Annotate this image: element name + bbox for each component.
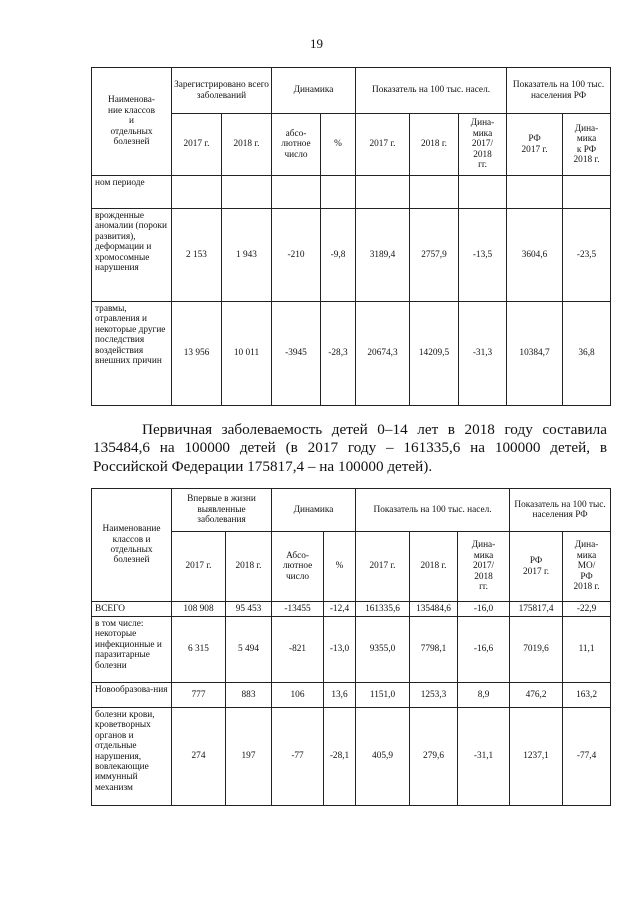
col-header-2017: 2017 г. <box>172 114 222 176</box>
cell: 279,6 <box>410 708 458 806</box>
table-row <box>92 683 611 708</box>
cell: 1151,0 <box>356 683 410 708</box>
cell: 1253,3 <box>410 683 458 708</box>
cell: 175817,4 <box>510 602 563 617</box>
disease-registration-table <box>91 67 611 406</box>
cell: -28,3 <box>321 302 356 406</box>
cell <box>563 176 611 209</box>
cell: -31,1 <box>458 708 510 806</box>
cell: 1237,1 <box>510 708 563 806</box>
cell: 106 <box>272 683 324 708</box>
cell: -77,4 <box>563 708 611 806</box>
cell: 405,9 <box>356 708 410 806</box>
cell: -31,3 <box>459 302 507 406</box>
cell: 883 <box>226 683 272 708</box>
col-header-dynamics: Динамика <box>272 68 356 114</box>
cell: 95 453 <box>226 602 272 617</box>
cell: 197 <box>226 708 272 806</box>
cell <box>272 176 321 209</box>
table-row <box>92 176 611 209</box>
table-row <box>92 209 611 302</box>
col-header-rf2017: РФ 2017 г. <box>507 114 563 176</box>
cell: 777 <box>172 683 226 708</box>
row-name: Новообразова-ния <box>92 683 172 708</box>
row-name: в том числе: некоторые инфекционные и паразитарные болезни <box>92 617 172 683</box>
cell: -16,0 <box>458 602 510 617</box>
cell: 7798,1 <box>410 617 458 683</box>
cell: -821 <box>272 617 324 683</box>
col-header-dynamics: Динамика <box>272 489 356 532</box>
first-diagnosed-table <box>91 488 611 806</box>
cell: -13,5 <box>459 209 507 302</box>
col-header-first-time: Впервые в жизни выявленные заболевания <box>172 489 272 532</box>
cell: 10 011 <box>222 302 272 406</box>
col-header-per100k: Показатель на 100 тыс. насел. <box>356 489 510 532</box>
col-header-rf-per100k: Показатель на 100 тыс. населения РФ <box>507 68 611 114</box>
cell: -13455 <box>272 602 324 617</box>
cell: 476,2 <box>510 683 563 708</box>
page-number: 19 <box>310 36 323 51</box>
cell: 13,6 <box>324 683 356 708</box>
col-header-dyn-years: Дина- мика 2017/ 2018 гг. <box>459 114 507 176</box>
col-header-abs: абсо- лютное число <box>272 114 321 176</box>
cell <box>172 176 222 209</box>
col-header-rf-dyn: Дина- мика к РФ 2018 г. <box>563 114 611 176</box>
col-header-pct: % <box>321 114 356 176</box>
cell: 161335,6 <box>356 602 410 617</box>
cell: 108 908 <box>172 602 226 617</box>
cell <box>222 176 272 209</box>
cell: 1 943 <box>222 209 272 302</box>
cell: 6 315 <box>172 617 226 683</box>
cell: -12,4 <box>324 602 356 617</box>
col-header-rf2017: РФ 2017 г. <box>510 532 563 602</box>
col-header-name: Наименование классов и отдельных болезней <box>92 489 172 602</box>
cell: 8,9 <box>458 683 510 708</box>
col-header-p2018: 2018 г. <box>410 532 458 602</box>
col-header-abs: Абсо- лютное число <box>272 532 324 602</box>
cell: 5 494 <box>226 617 272 683</box>
cell: 2757,9 <box>410 209 459 302</box>
cell: 135484,6 <box>410 602 458 617</box>
cell: -22,9 <box>563 602 611 617</box>
row-name: ном периоде <box>92 176 172 209</box>
cell: 13 956 <box>172 302 222 406</box>
cell: 36,8 <box>563 302 611 406</box>
cell: -210 <box>272 209 321 302</box>
cell: -77 <box>272 708 324 806</box>
col-header-registered: Зарегистрировано всего заболеваний <box>172 68 272 114</box>
col-header-name: Наименова- ние классов и отдельных болезней <box>92 68 172 176</box>
cell: 14209,5 <box>410 302 459 406</box>
col-header-2018: 2018 г. <box>222 114 272 176</box>
table-row <box>92 302 611 406</box>
cell <box>459 176 507 209</box>
cell <box>410 176 459 209</box>
col-header-rf-per100k: Показатель на 100 тыс. населения РФ <box>510 489 611 532</box>
col-header-dyn-years: Дина- мика 2017/ 2018 гг. <box>458 532 510 602</box>
cell <box>356 176 410 209</box>
col-header-p2018: 2018 г. <box>410 114 459 176</box>
cell: 10384,7 <box>507 302 563 406</box>
row-name: болезни крови, кроветворных органов и отдельные нарушения, вовлекающие иммунный механизм <box>92 708 172 806</box>
row-name: травмы, отравления и некоторые другие последствия воздействия внешних причин <box>92 302 172 406</box>
table-row <box>92 708 611 806</box>
cell: -13,0 <box>324 617 356 683</box>
cell: -9,8 <box>321 209 356 302</box>
cell <box>321 176 356 209</box>
cell: 3604,6 <box>507 209 563 302</box>
table-row <box>92 617 611 683</box>
cell: -3945 <box>272 302 321 406</box>
cell: 3189,4 <box>356 209 410 302</box>
cell: -23,5 <box>563 209 611 302</box>
cell <box>507 176 563 209</box>
col-header-p2017: 2017 г. <box>356 532 410 602</box>
col-header-rf-dyn: Дина- мика МО/ РФ 2018 г. <box>563 532 611 602</box>
col-header-pct: % <box>324 532 356 602</box>
cell: 11,1 <box>563 617 611 683</box>
cell: -28,1 <box>324 708 356 806</box>
cell: 9355,0 <box>356 617 410 683</box>
row-name: врожденные аномалии (пороки развития), деформации и хромосомные нарушения <box>92 209 172 302</box>
col-header-2017: 2017 г. <box>172 532 226 602</box>
col-header-2018: 2018 г. <box>226 532 272 602</box>
summary-paragraph: Первичная заболеваемость детей 0–14 лет в 2018 году составила 135484,6 на 100000 детей (в 2017 году – 161335,6 на 100000 детей, в Российской Федерации 175817,4 – на 100000 детей). <box>93 421 607 475</box>
cell: 20674,3 <box>356 302 410 406</box>
cell: 7019,6 <box>510 617 563 683</box>
cell: 274 <box>172 708 226 806</box>
col-header-per100k: Показатель на 100 тыс. насел. <box>356 68 507 114</box>
cell: 2 153 <box>172 209 222 302</box>
row-name: ВСЕГО <box>92 602 172 617</box>
col-header-p2017: 2017 г. <box>356 114 410 176</box>
cell: -16,6 <box>458 617 510 683</box>
cell: 163,2 <box>563 683 611 708</box>
table-row <box>92 602 611 617</box>
